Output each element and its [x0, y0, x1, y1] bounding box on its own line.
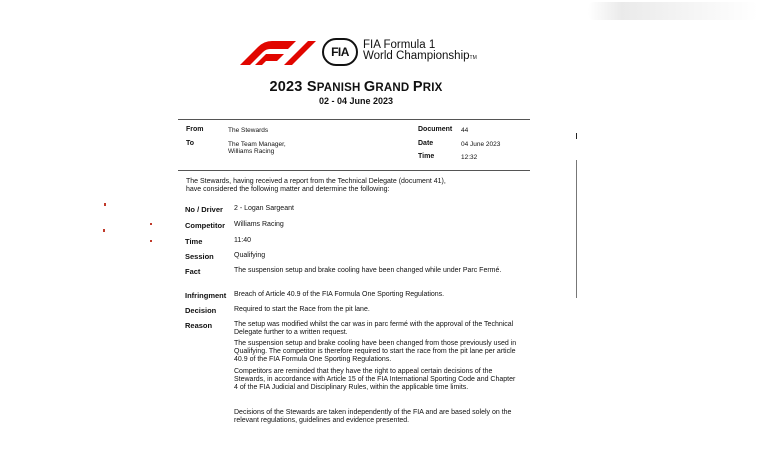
scan-line: [576, 133, 577, 139]
trademark: TM: [469, 55, 477, 61]
fia-text: FIA: [331, 45, 349, 59]
fia-oval-icon: [322, 38, 358, 66]
infringment-label: Infringment: [185, 291, 227, 300]
page-title: [0, 79, 712, 95]
document-value: 44: [461, 127, 469, 134]
event-dates: 02 - 04 June 2023: [318, 96, 394, 106]
scan-mark: [104, 203, 106, 206]
infringment-value: Breach of Article 40.9 of the FIA Formula One Sporting Regulations.: [234, 291, 445, 298]
fia-badge: [322, 38, 477, 66]
scan-mark: [150, 223, 152, 225]
intro-paragraph: [186, 178, 516, 194]
from-value: The Stewards: [228, 127, 269, 134]
f1-logo-icon: [238, 39, 316, 65]
reason-label: Reason: [185, 321, 213, 330]
intro-line-2: have considered the following matter and determine the following:: [186, 186, 390, 193]
from-label: From: [186, 126, 204, 133]
scan-mark: [150, 240, 152, 242]
time-row-value: 11:40: [234, 237, 251, 244]
session-label: Session: [185, 252, 214, 261]
to-value-line-1: The Team Manager,: [228, 141, 286, 148]
driver-label: No / Driver: [185, 205, 223, 214]
intro-line-1: The Stewards, having received a report from the Technical Delegate (document 41),: [186, 178, 446, 185]
driver-value: 2 - Logan Sargeant: [234, 205, 294, 212]
competitor-label: Competitor: [185, 221, 225, 230]
decision-label: Decision: [185, 306, 217, 315]
date-value: 04 June 2023: [461, 141, 501, 148]
scan-artifact: [588, 2, 758, 20]
to-label: To: [186, 140, 195, 147]
reason-paragraph-4: Decisions of the Stewards are taken independently of the FIA and are based solely on the relevant regulations, guidelines and evidence presented.: [234, 409, 512, 424]
document-label: Document: [418, 126, 453, 133]
competitor-value: Williams Racing: [234, 221, 284, 228]
brand-line-1: FIA Formula 1: [363, 39, 436, 51]
top-rule: [178, 119, 530, 120]
championship-wordmark: [363, 40, 477, 64]
decision-value: Required to start the Race from the pit lane.: [234, 306, 370, 313]
fact-label: Fact: [185, 267, 201, 276]
title-year: 2023: [269, 79, 303, 95]
bottom-rule: [178, 170, 530, 171]
scan-line: [576, 160, 577, 298]
time-value: 12:32: [461, 154, 478, 161]
time-row-label: Time: [185, 237, 203, 246]
brand-line-2: World Championship: [363, 50, 470, 62]
title-event: SPANISH GRAND PRIX: [306, 79, 443, 95]
reason-paragraph-1: The setup was modified whilst the car was in parc fermé with the approval of the Technical Delegate further to a written request.: [234, 321, 514, 336]
scan-mark: [103, 229, 105, 232]
date-label: Date: [418, 140, 434, 147]
header-logo: [238, 38, 477, 66]
time-label: Time: [418, 153, 435, 160]
reason-paragraph-3: Competitors are reminded that they have the right to appeal certain decisions of the Stewards, in accordance with Article 15 of the FIA International Sporting Code and Chapter 4 of the FIA Judicial and Disciplinary Rules, within the applicable time limits.: [234, 368, 516, 391]
session-value: Qualifying: [234, 252, 266, 259]
to-value-line-2: Williams Racing: [228, 148, 275, 156]
reason-paragraph-2: The suspension setup and brake cooling have been changed from those previously used in Qualifying. The competitor is therefore required to start the race from the pit lane per article 40.9 of the FIA Formula One Sporting Regulations.: [234, 340, 517, 363]
to-value: [228, 141, 286, 155]
fact-value: The suspension setup and brake cooling have been changed while under Parc Fermé.: [234, 267, 502, 274]
